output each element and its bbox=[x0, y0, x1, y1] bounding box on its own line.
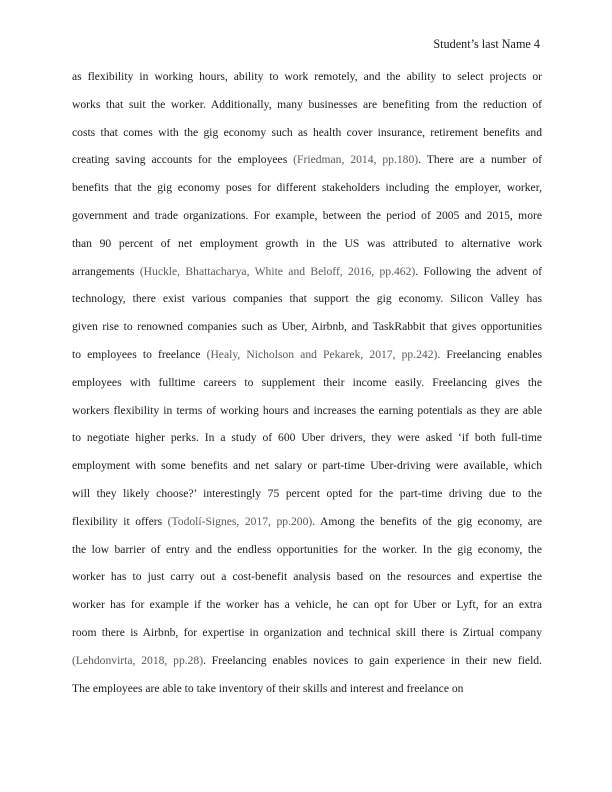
citation: (Healy, Nicholson and Pekarek, 2017, pp.242) bbox=[206, 347, 438, 361]
text-run: costs that comes with the gig economy such as health cover insurance, retirement benefits and bbox=[72, 125, 542, 139]
text-run: employment with some benefits and net salary or part-time Uber-driving were available, which bbox=[72, 459, 542, 473]
citation: (Todolí-Signes, 2017, pp.200) bbox=[167, 514, 313, 528]
text-run: creating saving accounts for the employees bbox=[72, 153, 294, 167]
text-line-content bbox=[72, 179, 542, 207]
text-line-content bbox=[72, 513, 542, 541]
text-run: worker has to just carry out a cost-benefit analysis based on the resources and expertise the bbox=[72, 570, 543, 584]
text-line bbox=[72, 402, 542, 430]
citation: (Lehdonvirta, 2018, pp.28) bbox=[72, 653, 204, 667]
text-run: as flexibility in working hours, ability to work remotely, and the ability to select projects or bbox=[72, 70, 543, 83]
text-line-content bbox=[72, 263, 542, 291]
text-line bbox=[72, 151, 542, 179]
text-run: to employees to freelance bbox=[72, 347, 207, 361]
citation: (Huckle, Bhattacharya, White and Beloff, 2016, pp.462) bbox=[139, 264, 416, 278]
text-line bbox=[72, 374, 542, 402]
text-line bbox=[72, 568, 542, 596]
citation: (Friedman, 2014, pp.180) bbox=[293, 153, 419, 167]
text-line bbox=[72, 457, 542, 485]
body-paragraph bbox=[72, 68, 542, 707]
text-run: than 90 percent of net employment growth in the US was attributed to alternative work bbox=[72, 236, 542, 250]
text-run: employees with fulltime careers to supplement their income easily. Freelancing gives the bbox=[72, 375, 542, 389]
text-run: workers flexibility in terms of working hours and increases the earning potentials as they are able bbox=[72, 403, 542, 417]
text-run: . Freelancing enables novices to gain experience in their new field. bbox=[203, 653, 542, 667]
text-line-content bbox=[72, 151, 542, 179]
text-line bbox=[72, 263, 542, 291]
text-line-content bbox=[72, 235, 542, 263]
text-line bbox=[72, 318, 542, 346]
text-line bbox=[72, 235, 542, 263]
text-run: worker has for example if the worker has a vehicle, he can opt for Uber or Lyft, for an extra bbox=[72, 598, 542, 612]
text-line bbox=[72, 346, 542, 374]
text-line bbox=[72, 513, 542, 541]
text-line bbox=[72, 96, 542, 124]
text-line-content bbox=[72, 652, 542, 680]
text-line-content bbox=[72, 68, 542, 96]
text-line bbox=[72, 652, 542, 680]
text-run: arrangements bbox=[72, 264, 140, 278]
text-line bbox=[72, 541, 542, 569]
text-line-content bbox=[72, 485, 542, 513]
text-run: . There are a number of bbox=[418, 153, 542, 167]
text-line bbox=[72, 485, 542, 513]
text-run: government and trade organizations. For example, between the period of 2005 and 2015, more bbox=[72, 208, 542, 222]
text-run: . Freelancing enables bbox=[437, 347, 542, 361]
text-line-content bbox=[72, 374, 542, 402]
text-line bbox=[72, 68, 542, 96]
text-line-content bbox=[72, 624, 542, 652]
text-line bbox=[72, 179, 542, 207]
text-run: technology, there exist various companies that support the gig economy. Silicon Valley has bbox=[72, 292, 542, 306]
text-line-content bbox=[72, 346, 542, 374]
text-line-content bbox=[72, 596, 542, 624]
text-run: flexibility it offers bbox=[72, 514, 168, 528]
text-run: The employees are able to take inventory of their skills and interest and freelance on bbox=[72, 681, 464, 695]
text-run: benefits that the gig economy poses for different stakeholders including the employer, worker, bbox=[72, 181, 542, 195]
text-line-content bbox=[72, 402, 542, 430]
text-line-content bbox=[72, 290, 542, 318]
text-line bbox=[72, 429, 542, 457]
text-line bbox=[72, 624, 542, 652]
text-line bbox=[72, 124, 542, 152]
text-run: works that suit the worker. Additionally, many businesses are benefiting from the reduction of bbox=[72, 97, 542, 111]
text-line-content bbox=[72, 457, 542, 485]
text-line bbox=[72, 207, 542, 235]
text-run: to negotiate higher perks. In a study of 600 Uber drivers, they were asked ‘if both full-time bbox=[72, 431, 543, 445]
text-line bbox=[72, 596, 542, 624]
text-line-content bbox=[72, 680, 463, 708]
text-run: . Following the advent of bbox=[415, 264, 542, 278]
text-run: room there is Airbnb, for expertise in organization and technical skill there is Zirtual company bbox=[72, 625, 542, 639]
text-line-content bbox=[72, 207, 542, 235]
text-line-content bbox=[72, 124, 542, 152]
text-line-content bbox=[72, 96, 542, 124]
running-head: Student’s last Name 4 bbox=[433, 37, 540, 51]
text-line-content bbox=[72, 568, 542, 596]
text-run: will they likely choose?’ interestingly 75 percent opted for the part-time driving due to the bbox=[72, 486, 542, 500]
text-line bbox=[72, 680, 542, 708]
text-line bbox=[72, 290, 542, 318]
text-line-content bbox=[72, 541, 542, 569]
text-run: the low barrier of entry and the endless opportunities for the worker. In the gig economy, the bbox=[72, 542, 542, 556]
text-line-content bbox=[72, 429, 542, 457]
text-line-content bbox=[72, 318, 542, 346]
text-run: given rise to renowned companies such as Uber, Airbnb, and TaskRabbit that gives opportunities bbox=[72, 320, 542, 334]
text-run: . Among the benefits of the gig economy, are bbox=[312, 514, 542, 528]
